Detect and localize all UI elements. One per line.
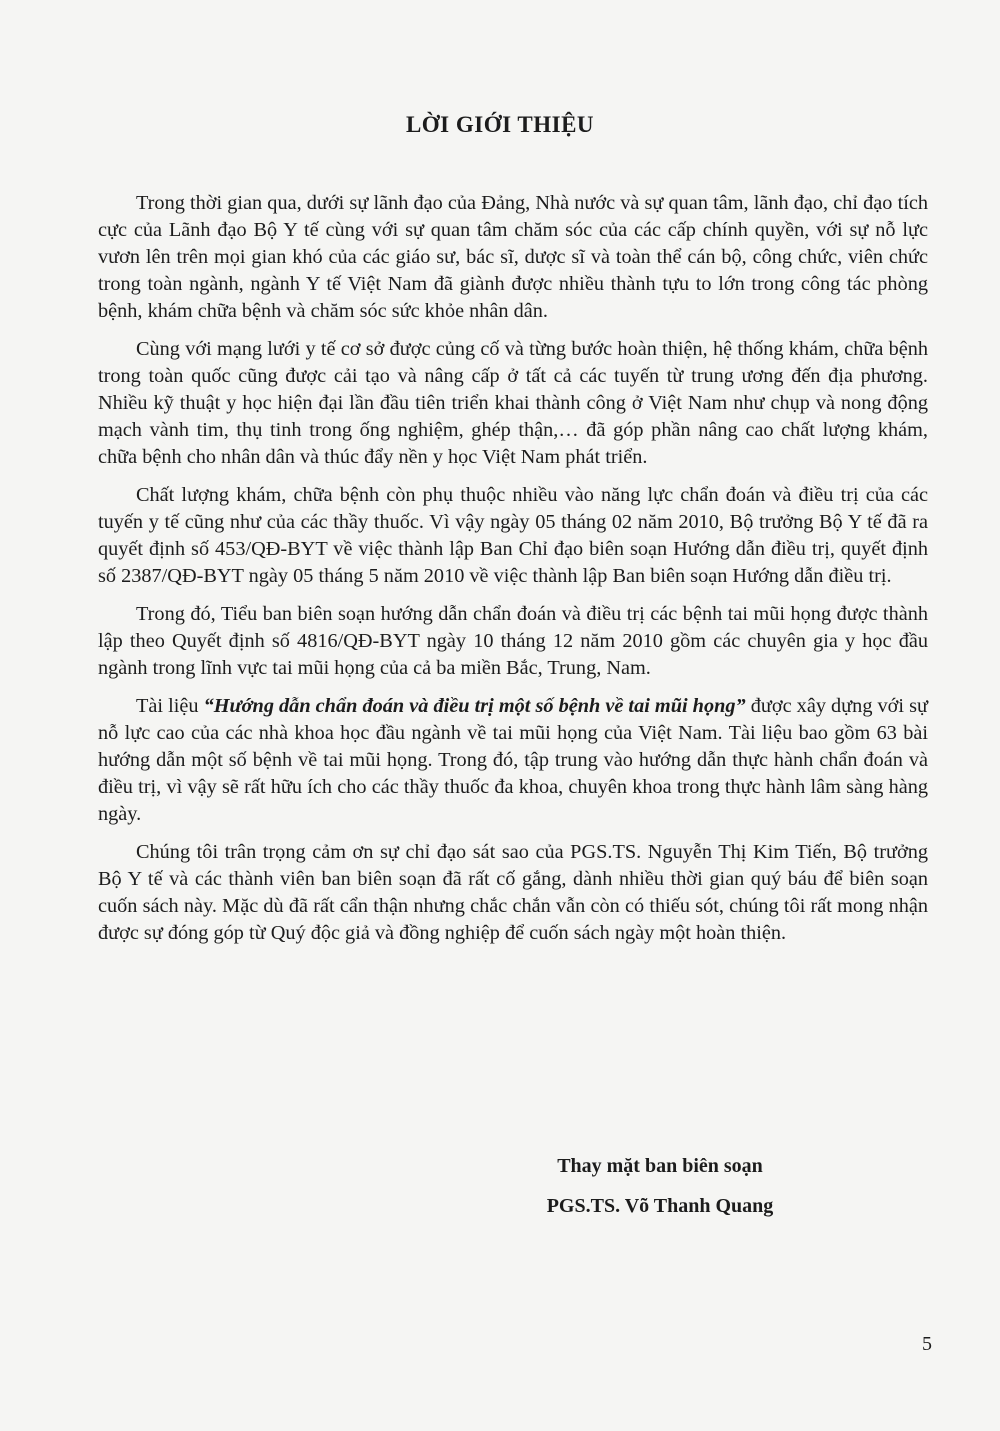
paragraph: Cùng với mạng lưới y tế cơ sở được củng cố và từng bước hoàn thiện, hệ thống khám, chữa bệnh trong toàn quốc cũng được cải tạo và nâng cấp ở tất cả các tuyến từ trung ương đến địa phương. Nhiều kỹ thuật y học hiện đại lần đầu tiên triển khai thành công ở Việt Nam như chụp và nong động mạch vành tim, thụ tinh trong ống nghiệm, ghép thận,… đã góp phần nâng cao chất lượng khám, chữa bệnh cho nhân dân và thúc đẩy nền y học Việt Nam phát triển. (98, 338, 928, 468)
signature-name: PGS.TS. Võ Thanh Quang (546, 1195, 774, 1217)
paragraph: Chúng tôi trân trọng cảm ơn sự chỉ đạo sát sao của PGS.TS. Nguyễn Thị Kim Tiến, Bộ trưởng Bộ Y tế và các thành viên ban biên soạn đã rất cố gắng, dành nhiều thời gian quý báu để biên soạn cuốn sách này. Mặc dù đã rất cẩn thận nhưng chắc chắn vẫn còn có thiếu sót, chúng tôi rất mong nhận được sự đóng góp từ Quý độc giả và đồng nghiệp để cuốn sách ngày một hoàn thiện. (98, 841, 928, 944)
paragraph: Trong thời gian qua, dưới sự lãnh đạo của Đảng, Nhà nước và sự quan tâm, lãnh đạo, chỉ đạo tích cực của Lãnh đạo Bộ Y tế cùng với sự quan tâm chăm sóc của các cấp chính quyền, với sự nỗ lực vươn lên trên mọi gian khó của các giáo sư, bác sĩ, dược sĩ và toàn thể cán bộ, công chức, viên chức trong toàn ngành, ngành Y tế Việt Nam đã giành được nhiều thành tựu to lớn trong công tác phòng bệnh, khám chữa bệnh và chăm sóc sức khỏe nhân dân. (98, 192, 928, 322)
page-number: 5 (922, 1333, 932, 1355)
paragraph: Chất lượng khám, chữa bệnh còn phụ thuộc nhiều vào năng lực chẩn đoán và điều trị của các tuyến y tế cũng như của các thầy thuốc. Vì vậy ngày 05 tháng 02 năm 2010, Bộ trưởng Bộ Y tế đã ra quyết định số 453/QĐ-BYT về việc thành lập Ban Chỉ đạo biên soạn Hướng dẫn điều trị, quyết định số 2387/QĐ-BYT ngày 05 tháng 5 năm 2010 về việc thành lập Ban biên soạn Hướng dẫn điều trị. (98, 484, 928, 587)
signature-role: Thay mặt ban biên soạn (557, 1155, 763, 1177)
text: được xây dựng với sự nỗ lực cao của các nhà khoa học đầu ngành về tai mũi họng của Việt Nam. Tài liệu bao gồm 63 bài hướng dẫn một số bệnh về tai mũi họng. Trong đó, tập trung vào hướng dẫn thực hành chẩn đoán và điều trị, vì vậy sẽ rất hữu ích cho các thầy thuốc đa khoa, chuyên khoa trong thực hành lâm sàng hàng ngày. (98, 695, 929, 825)
page-title: LỜI GIỚI THIỆU (405, 112, 595, 137)
document-body (98, 190, 928, 958)
paragraph: Trong đó, Tiểu ban biên soạn hướng dẫn chẩn đoán và điều trị các bệnh tai mũi họng được thành lập theo Quyết định số 4816/QĐ-BYT ngày 10 tháng 12 năm 2010 gồm các chuyên gia y học đầu ngành trong lĩnh vực tai mũi họng của cả ba miền Bắc, Trung, Nam. (98, 603, 928, 679)
book-title: “Hướng dẫn chẩn đoán và điều trị một số bệnh về tai mũi họng” (203, 695, 746, 717)
text: Tài liệu (136, 695, 204, 717)
paragraph (98, 693, 928, 828)
